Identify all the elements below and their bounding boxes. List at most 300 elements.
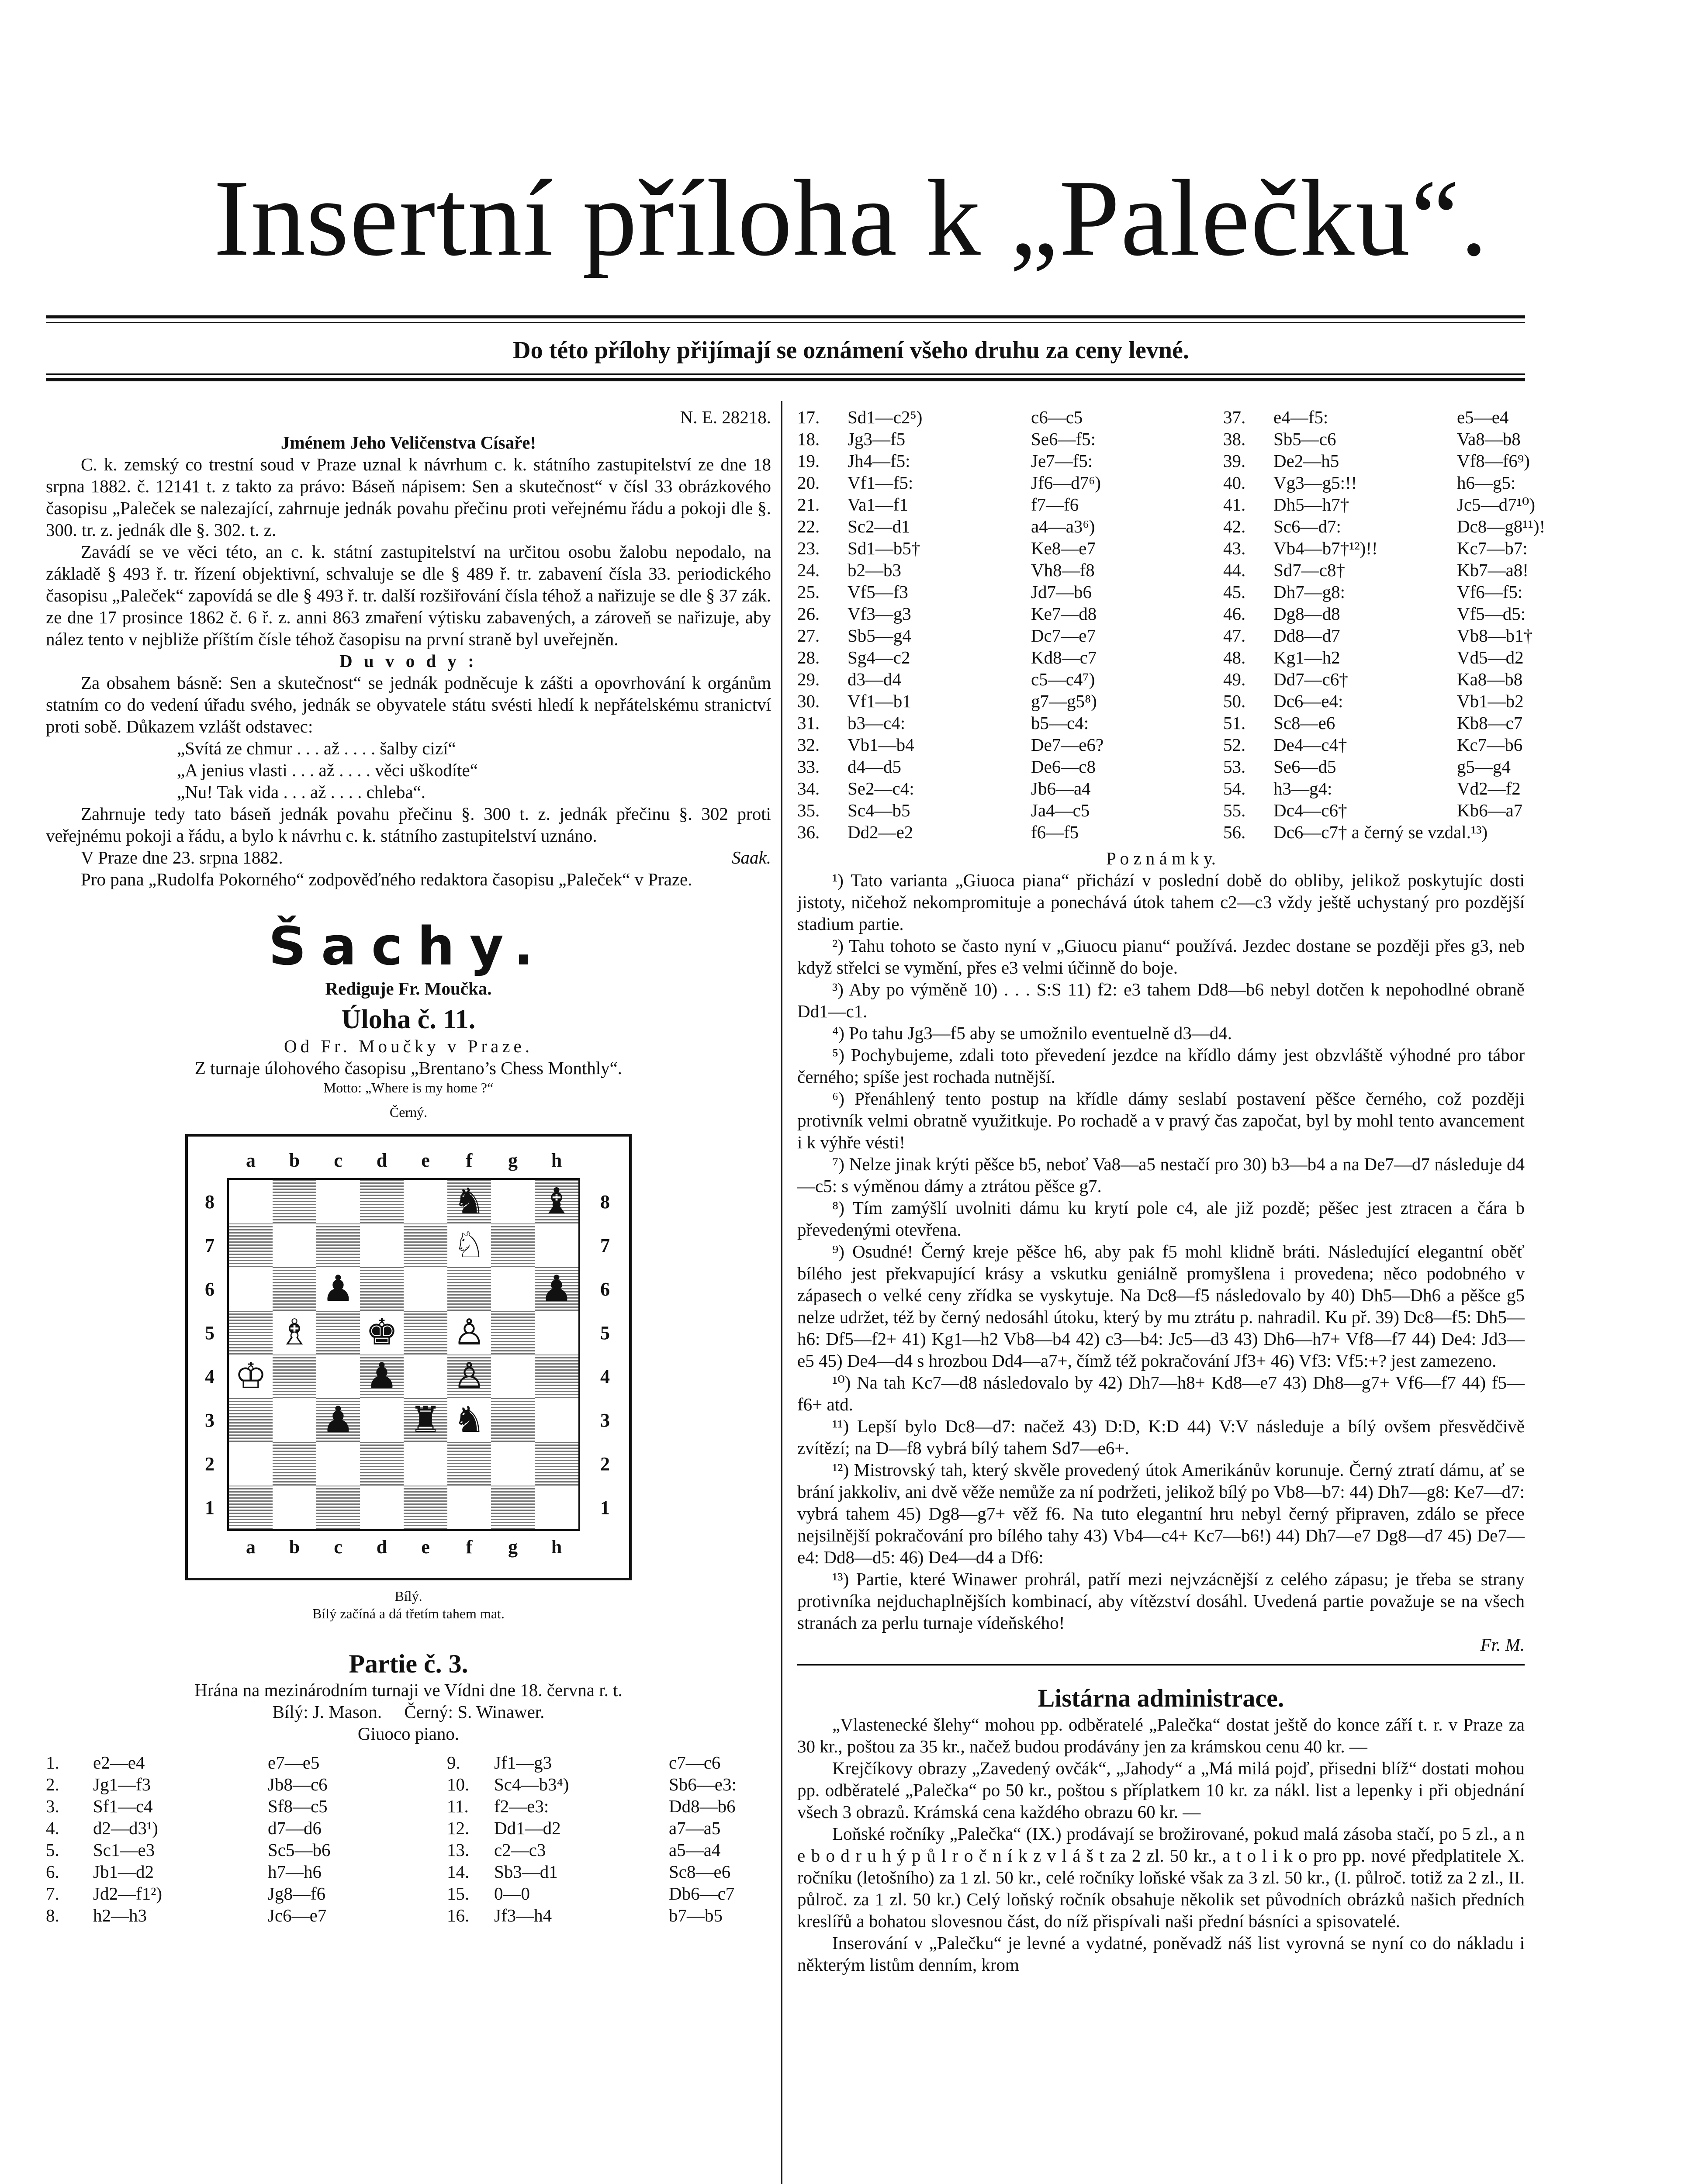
move-cell: 51.	[1223, 713, 1246, 733]
board-square	[535, 1355, 578, 1398]
move-cell: Jg8—f6	[268, 1883, 326, 1904]
move-cell: Jf1—g3	[494, 1752, 552, 1773]
file-label: b	[289, 1536, 300, 1558]
left-column	[46, 406, 771, 1926]
move-cell: Se2—c4:	[848, 778, 914, 798]
quote-line: „Nu! Tak vida . . . až . . . . chleba“.	[177, 782, 426, 802]
board-square	[404, 1442, 447, 1486]
board-square	[447, 1355, 491, 1398]
move-cell: 47.	[1223, 625, 1246, 646]
move-cell: Jg1—f3	[93, 1774, 151, 1794]
move-cell: Sb3—d1	[494, 1862, 558, 1882]
file-label: d	[376, 1536, 387, 1558]
rule-mid	[46, 378, 1525, 381]
move-cell: Va1—f1	[848, 494, 908, 515]
note-item: ¹¹) Lepší bylo Dc8—d7: načež 43) D:D, K:D 44) V:V následuje a bílý ovšem přesvědčivě zvítězí; na D—f8 vybrá bílý tahem Sd7—e6+.	[797, 1416, 1525, 1458]
chess-piece: ♔	[235, 1355, 267, 1397]
board-square	[535, 1180, 578, 1223]
move-cell: 24.	[797, 560, 820, 580]
board-square	[491, 1486, 535, 1529]
rank-label: 7	[600, 1235, 610, 1256]
file-label: a	[246, 1536, 256, 1558]
move-cell: 21.	[797, 494, 820, 515]
rule-top	[46, 315, 1525, 318]
move-cell: 39.	[1223, 451, 1246, 471]
move-cell: Sc1—e3	[93, 1840, 155, 1860]
move-cell: 50.	[1223, 691, 1246, 711]
board-square	[447, 1398, 491, 1442]
move-cell: Sd7—c8†	[1273, 560, 1345, 580]
file-label: e	[421, 1150, 430, 1171]
move-cell: De7—e6?	[1031, 735, 1104, 755]
court-paragraph-2: Zavádí se ve věci této, an c. k. státní zastupitelství na určitou osobu žalobu nepodalo, na základě § 493 ř. tr. řízení objektivní, schvaluje se dle § 489 ř. tr. zabavení čísla 33. periodického časopisu „Paleček“ zapovídá se dle § 493 ř. tr. další rozšiřování čísla téhož a nařizuje se dle § 37 zák. ze dne 17 prosince 1862 č. 6 ř. z. anni 863 zmaření výtisku zabavených, a zároveň se nařizuje, aby nález tento v nejbliže příštím čísle téhož časopisu na první straně byl uveřejněn.	[46, 542, 771, 649]
chess-piece: ♝	[540, 1181, 573, 1222]
rank-label: 7	[205, 1235, 214, 1256]
move-cell: h2—h3	[93, 1905, 147, 1925]
board-square	[491, 1311, 535, 1355]
move-cell: 10.	[447, 1774, 470, 1794]
move-cell: Vd5—d2	[1457, 647, 1524, 667]
move-cell: Jb8—c6	[268, 1774, 328, 1794]
board-square	[316, 1355, 360, 1398]
board-square	[404, 1398, 447, 1442]
board-square	[229, 1442, 273, 1486]
file-label: h	[551, 1150, 562, 1171]
board-square	[491, 1180, 535, 1223]
move-cell: a4—a3⁶)	[1031, 516, 1095, 536]
move-cell: Vf8—f6⁹)	[1457, 451, 1530, 471]
listarna-paragraph-2: Krejčíkovy obrazy „Zavedený ovčák“, „Jahody“ a „Má milá pojď, přisedni blíž“ dostati mohou pp. odběratelé „Palečka“ po 50 kr., poštou s příplatkem 10 kr. za nákl. list a lepenky i při objednání všech 3 obrazů. Krámská cena každého obrazu 60 kr. —	[797, 1758, 1525, 1822]
note-item: ⁸) Tím zamýšlí uvolniti dámu ku krytí pole c4, ale již pozdě; pěšec jest ztracen a čára b převedenými otevřena.	[797, 1198, 1525, 1240]
board-square	[360, 1398, 404, 1442]
move-cell: Vb8—b1†	[1457, 625, 1533, 646]
board-square	[316, 1442, 360, 1486]
move-cell: Sc2—d1	[848, 516, 910, 536]
move-cell: Dc4—c6†	[1273, 800, 1347, 820]
court-duvody: D u v o d y :	[339, 651, 477, 671]
move-cell: b2—b3	[848, 560, 901, 580]
move-cell: 12.	[447, 1818, 470, 1838]
notes-list	[797, 869, 1525, 1634]
move-cell: 46.	[1223, 604, 1246, 624]
board-square	[447, 1311, 491, 1355]
move-cell: Je7—f5:	[1031, 451, 1093, 471]
move-cell: Dc6—c7† a černý se vzdal.¹³)	[1273, 822, 1488, 842]
listarna-paragraph-4: Inserování v „Palečku“ je levné a vydatné, poněvadž náš list vyrovná se nyní co do nákladu i některým listům denním, krom	[797, 1933, 1525, 1975]
move-cell: Dd1—d2	[494, 1818, 561, 1838]
move-cell: c2—c3	[494, 1840, 546, 1860]
move-cell: Jb6—a4	[1031, 778, 1091, 798]
board-square	[273, 1311, 316, 1355]
move-cell: 27.	[797, 625, 820, 646]
file-label: b	[289, 1150, 300, 1171]
black-label: Černý.	[389, 1104, 428, 1120]
move-cell: h3—g4:	[1273, 778, 1332, 798]
move-cell: 53.	[1223, 757, 1246, 777]
chess-diagram	[185, 1134, 632, 1580]
move-cell: g5—g4	[1457, 757, 1511, 777]
board-square	[229, 1398, 273, 1442]
board-square	[404, 1223, 447, 1267]
move-cell: b7—b5	[669, 1905, 723, 1925]
move-cell: Kc7—b7:	[1457, 538, 1528, 558]
move-cell: 35.	[797, 800, 820, 820]
chess-board	[227, 1178, 580, 1531]
move-cell: De2—h5	[1273, 451, 1339, 471]
move-cell: 25.	[797, 582, 820, 602]
move-cell: b5—c4:	[1031, 713, 1089, 733]
move-cell: 38.	[1223, 429, 1246, 449]
board-square	[273, 1223, 316, 1267]
move-cell: Va8—b8	[1457, 429, 1521, 449]
file-label: h	[551, 1536, 562, 1558]
move-cell: e2—e4	[93, 1752, 145, 1773]
move-cell: Sc8—e6	[669, 1862, 731, 1882]
board-square	[535, 1442, 578, 1486]
chess-piece: ♟	[322, 1268, 354, 1310]
move-cell: 30.	[797, 691, 820, 711]
board-square	[360, 1442, 404, 1486]
board-square	[360, 1486, 404, 1529]
file-label: e	[421, 1536, 430, 1558]
board-square	[447, 1442, 491, 1486]
move-cell: d3—d4	[848, 669, 901, 689]
notes-rule	[797, 1664, 1525, 1666]
chess-piece: ♗	[278, 1312, 311, 1353]
rank-label: 2	[205, 1453, 214, 1475]
chess-piece: ♘	[453, 1224, 485, 1266]
move-cell: 40.	[1223, 473, 1246, 493]
move-cell: Dd7—c6†	[1273, 669, 1348, 689]
move-cell: 34.	[797, 778, 820, 798]
move-cell: Jb1—d2	[93, 1862, 154, 1882]
move-cell: Dc8—g8¹¹)!	[1457, 516, 1546, 536]
move-cell: 1.	[46, 1752, 59, 1773]
move-cell: Sf8—c5	[268, 1796, 328, 1816]
move-cell: 55.	[1223, 800, 1246, 820]
move-cell: h6—g5:	[1457, 473, 1516, 493]
board-square	[229, 1311, 273, 1355]
notes-title: P o z n á m k y.	[1106, 848, 1216, 868]
chess-piece: ♙	[453, 1312, 485, 1353]
move-cell: Sc6—d7:	[1273, 516, 1341, 536]
move-cell: 5.	[46, 1840, 59, 1860]
board-square	[316, 1180, 360, 1223]
chess-piece: ♞	[453, 1399, 485, 1441]
move-cell: Ke7—d8	[1031, 604, 1097, 624]
partie-venue: Hrána na mezinárodním turnaji ve Vídni dne 18. června r. t.	[194, 1680, 623, 1700]
rank-label: 1	[600, 1497, 610, 1518]
move-cell: f2—e3:	[494, 1796, 549, 1816]
move-cell: 3.	[46, 1796, 59, 1816]
move-cell: a7—a5	[669, 1818, 721, 1838]
file-label: c	[334, 1536, 342, 1558]
move-cell: f6—f5	[1031, 822, 1079, 842]
move-cell: Jc5—d7¹⁰)	[1457, 494, 1536, 515]
move-cell: 42.	[1223, 516, 1246, 536]
partie-title: Partie č. 3.	[349, 1649, 468, 1678]
move-cell: De6—c8	[1031, 757, 1096, 777]
partie-opening: Giuoco piano.	[357, 1724, 460, 1744]
move-cell: 49.	[1223, 669, 1246, 689]
move-cell: 52.	[1223, 735, 1246, 755]
rank-label: 6	[205, 1279, 214, 1300]
move-cell: Ja4—c5	[1031, 800, 1090, 820]
move-cell: d7—d6	[268, 1818, 322, 1838]
board-square	[273, 1398, 316, 1442]
board-square	[491, 1442, 535, 1486]
court-ref: N. E. 28218.	[680, 407, 771, 427]
move-cell: 17.	[797, 407, 820, 427]
board-square	[447, 1223, 491, 1267]
move-cell: Sc8—e6	[1273, 713, 1335, 733]
notes-signature: Fr. M.	[1480, 1635, 1525, 1655]
move-cell: 7.	[46, 1883, 59, 1904]
court-heading: Jménem Jeho Veličenstva Císaře!	[280, 432, 536, 453]
move-cell: Sd1—c2⁵)	[848, 407, 923, 427]
move-cell: Sc4—b3⁴)	[494, 1774, 569, 1794]
move-cell: Jh4—f5:	[848, 451, 910, 471]
chess-piece: ♚	[366, 1312, 398, 1353]
board-square	[273, 1442, 316, 1486]
note-item: ¹³) Partie, které Winawer prohrál, patří mezi nejvzácnější z celého zápasu; je třeba se strany protivníka nejduchaplnějších kombinací, aby vítězství dosáhl. Uvedená partie považuje se na všech stranách za perlu turnaje vídeňského!	[797, 1569, 1525, 1633]
move-cell: 31.	[797, 713, 820, 733]
chess-piece: ♜	[409, 1399, 442, 1441]
move-cell: 43.	[1223, 538, 1246, 558]
move-cell: h7—h6	[268, 1862, 322, 1882]
board-square	[273, 1180, 316, 1223]
move-cell: e5—e4	[1457, 407, 1509, 427]
file-label: c	[334, 1150, 342, 1171]
move-cell: 2.	[46, 1774, 59, 1794]
move-cell: 45.	[1223, 582, 1246, 602]
note-item: ¹⁰) Na tah Kc7—d8 následovalo by 42) Dh7—h8+ Kd8—e7 43) Dh8—g7+ Vf6—f7 44) f5—f6+ atd.	[797, 1372, 1525, 1414]
move-cell: Dd8—b6	[669, 1796, 736, 1816]
file-label: a	[246, 1150, 256, 1171]
board-square	[447, 1180, 491, 1223]
subheading: Do této přílohy přijímají se oznámení všeho druhu za ceny levné.	[513, 337, 1189, 364]
move-cell: 20.	[797, 473, 820, 493]
note-item: ⁵) Pochybujeme, zdali toto převedení jezdce na křídlo dámy jest obzvláště výhodné pro tábor černého; spíše jest rochada nutnější.	[797, 1045, 1525, 1087]
board-square	[360, 1180, 404, 1223]
board-square	[229, 1223, 273, 1267]
listarna-paragraph-1: „Vlastenecké šlehy“ mohou pp. odběratelé „Palečka“ dostat ještě do konce září t. r. v Praze za 30 kr., poštou za 35 kr., načež budou prodávány jen za krámskou cenu 40 kr. —	[797, 1714, 1525, 1756]
move-cell: Vb1—b2	[1457, 691, 1524, 711]
move-cell: 56.	[1223, 822, 1246, 842]
move-cell: Kd8—c7	[1031, 647, 1097, 667]
file-label: f	[466, 1536, 473, 1558]
note-item: ¹) Tato varianta „Giuoca piana“ přichází v poslední době do obliby, jelikož poskytujíc dosti jistoty, ničehož nekompromituje a ponechává útok tahem c2—c3 vždy ještě uchystaný pro pozdější stadium partie.	[797, 870, 1525, 934]
move-cell: Dc7—e7	[1031, 625, 1096, 646]
move-cell: Sb5—g4	[848, 625, 911, 646]
board-square	[404, 1180, 447, 1223]
move-cell: 29.	[797, 669, 820, 689]
board-square	[491, 1398, 535, 1442]
move-cell: Jf6—d7⁶)	[1031, 473, 1101, 493]
move-cell: f7—f6	[1031, 494, 1079, 515]
chess-piece: ♟	[322, 1399, 354, 1441]
board-square	[535, 1311, 578, 1355]
rank-label: 6	[600, 1279, 610, 1300]
move-cell: Dc6—e4:	[1273, 691, 1343, 711]
listarna-paragraph-3: Loňské ročníky „Palečka“ (IX.) prodávají se brožirované, pokud malá zásoba stačí, po 5 zl., a n e b o d r u h ý p ů l r o č n í k z v l á š t za 2 zl. 50 kr., a t o l i k o pro pp. nové předplatitele X. ročníku (letošního) za 1 zl. 50 kr., celé ročníky loňské však za 3 zl. 50 kr., (I. půlroč. totiž za 2 zl., II. půlroč. za 1 zl. 50 kr.) Celý loňský ročník obsahuje několik set původních obrázků našich předních kreslířů a bohatou slovesnou část, do níž přispívali naši přední básníci a spisovatelé.	[797, 1824, 1525, 1931]
move-cell: 48.	[1223, 647, 1246, 667]
move-cell: 33.	[797, 757, 820, 777]
problem-title: Úloha č. 11.	[341, 1005, 476, 1034]
partie-players: Bílý: J. Mason. Černý: S. Winawer.	[272, 1702, 545, 1722]
rank-label: 5	[600, 1322, 610, 1344]
board-square	[360, 1311, 404, 1355]
move-cell: De4—c4†	[1273, 735, 1347, 755]
rank-label: 3	[600, 1410, 610, 1431]
court-paragraph-4: Zahrnuje tedy tato báseň jednák povahu přečinu §. 300 t. z. jednák přečinu §. 302 proti veřejnému pokoji a řádu, a bylo k návrhu c. k. státního zastupitelství uznáno.	[46, 804, 771, 846]
court-paragraph-1: C. k. zemský co trestní soud v Praze uznal k návrhum c. k. státního zastupitelství ze dne 18 srpna 1882. č. 12141 t. z takto za právo: Báseň nápisem: Sen a skutečnost“ v čísl 33 obrázkového časopisu „Paleček se nalezající, zahrnuje jednák povahu přečinu proti veřejnému řádu a pokoji dle §. 300. tr. z. jednák dle §. 302. t. z.	[46, 454, 771, 540]
move-cell: 28.	[797, 647, 820, 667]
move-cell: Vh8—f8	[1031, 560, 1095, 580]
move-cell: Vf1—f5:	[848, 473, 913, 493]
board-square	[491, 1223, 535, 1267]
move-cell: Sb6—e3:	[669, 1774, 737, 1794]
file-label: g	[508, 1536, 518, 1558]
white-label: Bílý.	[394, 1588, 422, 1604]
note-item: ⁷) Nelze jinak krýti pěšce b5, neboť Va8—a5 nestačí pro 30) b3—b4 a na De7—d7 následuje d4—c5: s výměnou dámy a ztrátou pěšce g7.	[797, 1154, 1525, 1196]
board-square	[535, 1398, 578, 1442]
board-square	[491, 1355, 535, 1398]
quote-line: „Svítá ze chmur . . . až . . . . šalby cizí“	[177, 738, 456, 758]
move-cell: Kb8—c7	[1457, 713, 1523, 733]
note-item: ³) Aby po výměně 10) . . . S:S 11) f2: e3 tahem Dd8—b6 nebyl dotčen k nepohodlné obraně Dd1—c1.	[797, 979, 1525, 1021]
move-cell: 16.	[447, 1905, 470, 1925]
court-date: V Praze dne 23. srpna 1882.	[81, 847, 283, 867]
board-square	[535, 1223, 578, 1267]
move-cell: Dd8—d7	[1273, 625, 1340, 646]
note-item: ⁹) Osudné! Černý kreje pěšce h6, aby pak f5 mohl klidně bráti. Následující elegantní oběť bílého jest překvapující krásy a vskutku geniálně promyšlena i provedena; něco podobného v zápasech o velké ceny zřídka se vyskytuje. Na Dc8—f5 následovalo by 40) Dh5—Dh6 a pěšce g5 nelze udržet, též by černý nedosáhl útoku, který by mu ztrátu p. nahradil. Ku př. 39) Dc8—f5: Dh5—h6: Df5—f2+ 41) Kg1—h2 Vb8—b4 42) c3—b4: Jc5—d3 43) Dh6—h7+ Vf8—f7 44) De4: Jd3—e5 45) De4—d4 s hrozbou Dd4—a7+, čímž též pokračování Jf3+ 46) Vf3: Vf5:+? jest zamezeno.	[797, 1241, 1525, 1371]
problem-author: Od Fr. Moučky v Praze.	[284, 1036, 533, 1056]
board-square	[447, 1486, 491, 1529]
problem-source: Z turnaje úlohového časopisu „Brentano’s Chess Monthly“.	[194, 1058, 623, 1078]
board-square	[316, 1267, 360, 1311]
board-square	[316, 1486, 360, 1529]
move-cell: Sg4—c2	[848, 647, 910, 667]
move-cell: Dg8—d8	[1273, 604, 1340, 624]
move-cell: Vf1—b1	[848, 691, 911, 711]
move-cell: 4.	[46, 1818, 59, 1838]
move-cell: Jg3—f5	[848, 429, 906, 449]
move-cell: Vb1—b4	[848, 735, 914, 755]
rank-label: 4	[600, 1366, 610, 1387]
move-cell: 6.	[46, 1862, 59, 1882]
board-square	[360, 1267, 404, 1311]
move-cell: Kc7—b6	[1457, 735, 1523, 755]
chess-piece: ♙	[453, 1355, 485, 1397]
board-square	[491, 1267, 535, 1311]
move-cell: c7—c6	[669, 1752, 721, 1773]
board-square	[273, 1486, 316, 1529]
move-cell: d4—d5	[848, 757, 901, 777]
note-item: ²) Tahu tohoto se často nyní v „Giuocu pianu“ používá. Jezdec dostane se později přes g3, neb když střelci se vymění, přes e3 velmi účinně do boje.	[797, 936, 1525, 978]
move-cell: 0—0	[494, 1883, 530, 1904]
move-cell: b3—c4:	[848, 713, 906, 733]
move-cell: 36.	[797, 822, 820, 842]
move-cell: Vd2—f2	[1457, 778, 1521, 798]
move-cell: e7—e5	[268, 1752, 320, 1773]
court-quote	[46, 737, 771, 803]
move-cell: Ka8—b8	[1457, 669, 1523, 689]
move-cell: 23.	[797, 538, 820, 558]
file-label: d	[376, 1150, 387, 1171]
problem-task: Bílý začíná a dá třetím tahem mat.	[312, 1606, 505, 1621]
rule-mid-thin	[46, 373, 1525, 375]
file-label: f	[466, 1150, 473, 1171]
rule-top-thin	[46, 322, 1525, 323]
board-square	[360, 1223, 404, 1267]
rank-label: 2	[600, 1453, 610, 1475]
quote-line: „A jenius vlasti . . . až . . . . věci uškodíte“	[177, 760, 478, 780]
move-cell: 19.	[797, 451, 820, 471]
note-item: ¹²) Mistrovský tah, který skvěle provedený útok Amerikánův korunuje. Černý ztratí dámu, ať se brání jakkoliv, ani dvě věže nemůže za ní podržeti, jelikož bílý po Vb8—b7: 44) Dh7—g8: Ke7—d7: vybrá tahem 45) Dg8—g7+ věž f6. Na tuto elegantní hru nebyl černý připraven, zdálo se přece nejsilnější pokračování pro bílého tahy 43) Vb4—c4+ Kc7—b6!) 44) Dh7—e7 Dg8—d7 45) De7—e4: Dd8—d5: 46) De4—d4 a Df6:	[797, 1460, 1525, 1567]
chess-piece: ♞	[453, 1181, 485, 1222]
move-cell: Vf5—f3	[848, 582, 908, 602]
moves-table-left	[46, 1752, 771, 1926]
move-cell: 41.	[1223, 494, 1246, 515]
chess-piece: ♟	[366, 1355, 398, 1397]
right-column	[797, 406, 1546, 1976]
rank-label: 8	[205, 1191, 214, 1213]
board-square	[229, 1267, 273, 1311]
listarna-title: Listárna administrace.	[1038, 1684, 1284, 1712]
move-cell: Dh7—g8:	[1273, 582, 1345, 602]
move-cell: Jf3—h4	[494, 1905, 552, 1925]
move-cell: 54.	[1223, 778, 1246, 798]
court-signature: Saak.	[732, 847, 771, 867]
board-square	[273, 1355, 316, 1398]
move-cell: Se6—f5:	[1031, 429, 1096, 449]
move-cell: Vb4—b7†¹²)!!	[1273, 538, 1378, 558]
board-square	[535, 1486, 578, 1529]
move-cell: 32.	[797, 735, 820, 755]
move-cell: Jd2—f1²)	[93, 1883, 163, 1904]
board-square	[404, 1486, 447, 1529]
board-square	[316, 1398, 360, 1442]
problem-motto: Motto: „Where is my home ?“	[323, 1080, 494, 1095]
move-cell: Vg3—g5:!!	[1273, 473, 1357, 493]
move-cell: a5—a4	[669, 1840, 721, 1860]
board-square	[535, 1267, 578, 1311]
move-cell: Sc4—b5	[848, 800, 910, 820]
move-cell: Kg1—h2	[1273, 647, 1340, 667]
move-cell: Vf6—f5:	[1457, 582, 1523, 602]
move-cell: 11.	[447, 1796, 469, 1816]
chess-section-title: Šachy.	[268, 916, 549, 977]
move-cell: 15.	[447, 1883, 470, 1904]
rank-label: 1	[205, 1497, 214, 1518]
move-cell: 14.	[447, 1862, 470, 1882]
move-cell: g7—g5⁸)	[1031, 691, 1097, 711]
move-cell: e4—f5:	[1273, 407, 1328, 427]
board-square	[360, 1355, 404, 1398]
board-square	[229, 1355, 273, 1398]
move-cell: Sf1—c4	[93, 1796, 153, 1816]
move-cell: Sb5—c6	[1273, 429, 1336, 449]
move-cell: c6—c5	[1031, 407, 1083, 427]
move-cell	[1457, 821, 1571, 843]
board-square	[229, 1486, 273, 1529]
court-paragraph-3: Za obsahem básně: Sen a skutečnost“ se jednák podněcuje k zášti a opovrhování k orgánům statním co do vedení úřadu svého, jednák se obyvatele státu svésti hledí k nepřátelskému stranictví proti sobě. Důkazem vzlášt odstavec:	[46, 673, 771, 736]
move-cell: Vf5—d5:	[1457, 604, 1526, 624]
rank-label: 8	[600, 1191, 610, 1213]
move-cell: 18.	[797, 429, 820, 449]
board-square	[229, 1180, 273, 1223]
